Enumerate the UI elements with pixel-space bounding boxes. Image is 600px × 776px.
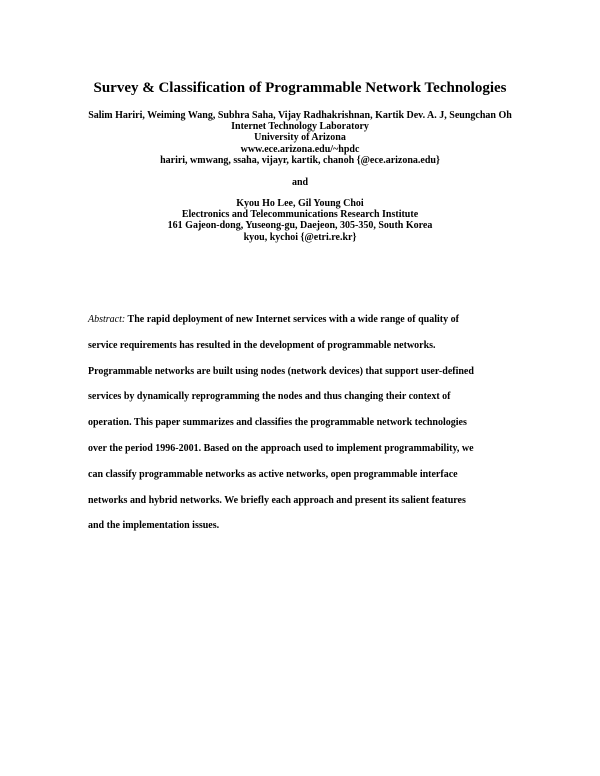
- author-block-primary: [0, 110, 600, 166]
- institute-name: Electronics and Telecommunications Research Institute: [181, 209, 419, 221]
- abstract-label: Abstract:: [88, 314, 126, 325]
- abstract-paragraph: [88, 307, 518, 539]
- author-block-secondary: [0, 198, 600, 243]
- abstract-line: [88, 307, 518, 333]
- paper-title: Survey & Classification of Programmable Network Technologies: [93, 80, 507, 96]
- abstract-line: service requirements has resulted in the development of programmable networks.: [88, 339, 436, 351]
- abstract-line-text: The rapid deployment of new Internet services with a wide range of quality of: [125, 314, 459, 325]
- abstract-line: over the period 1996-2001. Based on the approach used to implement programmability, we: [88, 442, 474, 454]
- abstract-line: networks and hybrid networks. We briefly each approach and present its salient features: [88, 494, 466, 506]
- abstract-line: services by dynamically reprogramming the nodes and thus changing their context of: [88, 391, 451, 403]
- abstract-line: can classify programmable networks as active networks, open programmable interface: [88, 468, 458, 480]
- author-list: Salim Hariri, Weiming Wang, Subhra Saha, Vijay Radhakrishnan, Kartik Dev. A. J, Seungchan Oh: [88, 110, 512, 121]
- author-list: Kyou Ho Lee, Gil Young Choi: [236, 198, 364, 209]
- email-list: hariri, wmwang, ssaha, vijayr, kartik, chanoh {@ece.arizona.edu}: [160, 154, 440, 166]
- abstract-line: operation. This paper summarizes and classifies the programmable network technologies: [88, 417, 467, 429]
- postal-address: 161 Gajeon-dong, Yuseong-gu, Daejeon, 305-350, South Korea: [167, 220, 433, 232]
- abstract-line: and the implementation issues.: [88, 520, 220, 532]
- university-name: University of Arizona: [254, 132, 346, 144]
- email-list: kyou, kychoi {@etri.re.kr}: [243, 231, 357, 243]
- abstract-line: Programmable networks are built using nodes (network devices) that support user-defined: [88, 365, 474, 377]
- lab-name: Internet Technology Laboratory: [231, 121, 369, 133]
- website-url: www.ece.arizona.edu/~hpdc: [240, 143, 360, 155]
- author-conjunction: and: [291, 177, 309, 188]
